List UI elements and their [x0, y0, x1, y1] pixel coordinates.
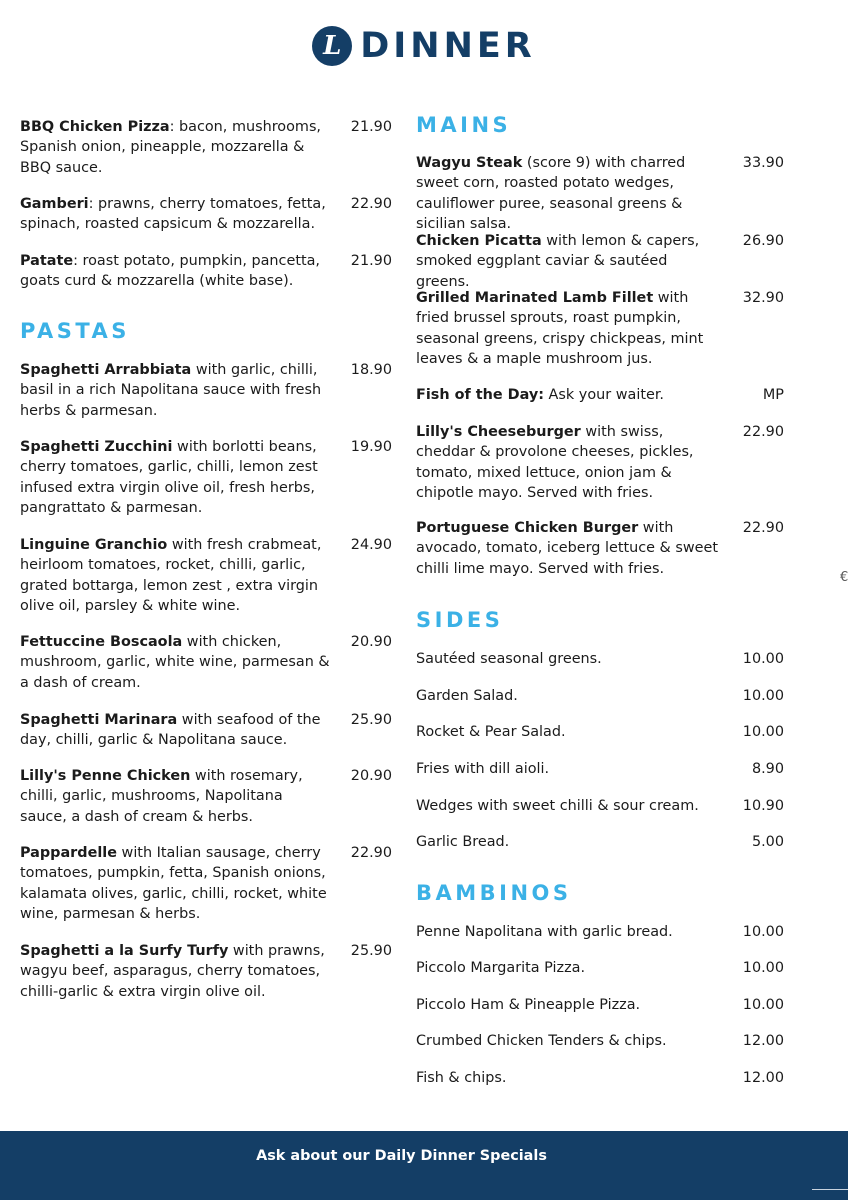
menu-item [20, 194, 392, 235]
item-price: MP [762, 387, 784, 403]
item-name: Grilled Marinated Lamb Fillet [416, 290, 654, 306]
menu-item [416, 1031, 784, 1051]
menu-item [20, 766, 392, 827]
item-name: Lilly's Penne Chicken [20, 768, 191, 784]
item-description [20, 632, 330, 693]
item-name: Wagyu Steak [416, 155, 523, 171]
item-name: Patate [20, 253, 74, 269]
item-description [20, 437, 330, 518]
item-detail: : roast potato, pumpkin, pancetta, goats curd & mozzarella (white base). [20, 253, 320, 290]
item-description [20, 194, 330, 235]
item-name: Spaghetti Marinara [20, 712, 178, 728]
menu-item [20, 360, 392, 421]
item-detail: (score 9) with charred sweet corn, roasted potato wedges, cauliflower puree, seasonal greens & sicilian salsa. [416, 155, 686, 232]
menu-item [416, 1068, 784, 1088]
menu-item [20, 710, 392, 751]
menu-item [416, 288, 784, 369]
item-name: Fettuccine Boscaola [20, 634, 183, 650]
menu-item [416, 518, 784, 579]
item-description [20, 535, 330, 616]
menu-item [20, 535, 392, 616]
item-description [416, 385, 720, 405]
edge-glyph: € [840, 570, 848, 585]
section-title-bambinos: BAMBINOS [416, 881, 572, 905]
item-description: Crumbed Chicken Tenders & chips. [416, 1033, 667, 1049]
menu-header [0, 26, 848, 72]
item-price: 19.90 [350, 439, 392, 455]
item-price: 24.90 [350, 537, 392, 553]
item-detail: with prawns, wagyu beef, asparagus, cherry tomatoes, chilli-garlic & extra virgin olive oil. [20, 943, 325, 1000]
item-detail: with swiss, cheddar & provolone cheeses, pickles, tomato, mixed lettuce, onion jam & chipotle mayo. Served with fries. [416, 424, 694, 501]
item-detail: : prawns, cherry tomatoes, fetta, spinach, roasted capsicum & mozzarella. [20, 196, 326, 233]
item-price: 25.90 [350, 712, 392, 728]
item-price: 25.90 [350, 943, 392, 959]
item-name: Gamberi [20, 196, 89, 212]
item-price: 5.00 [751, 834, 784, 850]
item-description: Sautéed seasonal greens. [416, 651, 602, 667]
item-description [416, 288, 720, 369]
menu-item [20, 251, 392, 292]
item-detail: with fried brussel sprouts, roast pumpkin, seasonal greens, crispy chickpeas, mint leaves & a maple mushroom jus. [416, 290, 704, 367]
item-price: 8.90 [751, 761, 784, 777]
menu-item [416, 922, 784, 942]
item-description: Garden Salad. [416, 688, 518, 704]
item-price: 21.90 [350, 253, 392, 269]
item-description [416, 422, 720, 503]
item-price: 21.90 [350, 119, 392, 135]
item-detail: with lemon & capers, smoked eggplant caviar & sautéed greens. [416, 233, 700, 290]
item-description [20, 117, 330, 178]
item-description [20, 360, 330, 421]
footer-banner [0, 1131, 848, 1200]
item-description [416, 518, 720, 579]
item-description [416, 153, 720, 234]
item-description: Piccolo Ham & Pineapple Pizza. [416, 997, 641, 1013]
item-price: 18.90 [350, 362, 392, 378]
item-detail: : bacon, mushrooms, Spanish onion, pineapple, mozzarella & BBQ sauce. [20, 119, 322, 176]
item-detail: with seafood of the day, chilli, garlic & Napolitana sauce. [20, 712, 321, 749]
item-name: Pappardelle [20, 845, 117, 861]
menu-item [416, 153, 784, 234]
menu-item [20, 632, 392, 693]
footer-text: Ask about our Daily Dinner Specials [256, 1148, 547, 1164]
item-name: Spaghetti Arrabbiata [20, 362, 192, 378]
item-detail: Ask your waiter. [543, 387, 664, 403]
item-name: Spaghetti a la Surfy Turfy [20, 943, 229, 959]
item-price: 12.00 [742, 1070, 784, 1086]
item-name: Lilly's Cheeseburger [416, 424, 581, 440]
item-description: Garlic Bread. [416, 834, 510, 850]
menu-item [416, 796, 784, 816]
item-name: Chicken Picatta [416, 233, 542, 249]
item-name: BBQ Chicken Pizza [20, 119, 170, 135]
menu-item [416, 958, 784, 978]
item-price: 22.90 [742, 424, 784, 440]
page-title: DINNER [360, 26, 536, 66]
menu-item [416, 995, 784, 1015]
item-description [20, 710, 330, 751]
menu-item [20, 117, 392, 178]
item-description [20, 251, 330, 292]
footer-divider [812, 1189, 848, 1190]
section-title-mains: MAINS [416, 113, 512, 137]
item-detail: with fresh crabmeat, heirloom tomatoes, rocket, chilli, garlic, grated bottarga, lemon zest , extra virgin olive oil, parsley & white wine. [20, 537, 322, 614]
restaurant-logo: L [312, 26, 352, 66]
item-name: Spaghetti Zucchini [20, 439, 173, 455]
item-detail: with chicken, mushroom, garlic, white wine, parmesan & a dash of cream. [20, 634, 330, 691]
item-price: 33.90 [742, 155, 784, 171]
section-title-sides: SIDES [416, 608, 504, 632]
item-price: 20.90 [350, 768, 392, 784]
item-description: Fries with dill aioli. [416, 761, 550, 777]
item-description: Penne Napolitana with garlic bread. [416, 924, 673, 940]
item-description: Piccolo Margarita Pizza. [416, 960, 586, 976]
menu-item [416, 722, 784, 742]
menu-item [20, 437, 392, 518]
item-price: 22.90 [742, 520, 784, 536]
item-description [20, 766, 330, 827]
section-title-pastas: PASTAS [20, 319, 130, 343]
item-price: 10.00 [742, 924, 784, 940]
item-price: 12.00 [742, 1033, 784, 1049]
item-description: Fish & chips. [416, 1070, 507, 1086]
menu-item [416, 231, 784, 292]
menu-item [416, 832, 784, 852]
menu-item [416, 649, 784, 669]
header-inner [312, 26, 536, 66]
item-price: 10.00 [742, 651, 784, 667]
item-price: 26.90 [742, 233, 784, 249]
menu-item [416, 759, 784, 779]
item-price: 10.00 [742, 688, 784, 704]
menu-item [416, 422, 784, 503]
item-name: Portuguese Chicken Burger [416, 520, 639, 536]
item-name: Linguine Granchio [20, 537, 168, 553]
item-description: Wedges with sweet chilli & sour cream. [416, 798, 699, 814]
item-price: 10.00 [742, 997, 784, 1013]
item-price: 10.00 [742, 960, 784, 976]
item-price: 22.90 [350, 845, 392, 861]
menu-item [416, 385, 784, 405]
item-description: Rocket & Pear Salad. [416, 724, 566, 740]
menu-item [20, 843, 392, 924]
item-price: 10.90 [742, 798, 784, 814]
menu-item [20, 941, 392, 1002]
item-description [416, 231, 720, 292]
item-price: 22.90 [350, 196, 392, 212]
item-detail: with borlotti beans, cherry tomatoes, garlic, chilli, lemon zest infused extra virgin olive oil, fresh herbs, pangrattato & parmesan. [20, 439, 318, 516]
item-description [20, 843, 330, 924]
menu-item [416, 686, 784, 706]
item-detail: with garlic, chilli, basil in a rich Napolitana sauce with fresh herbs & parmesan. [20, 362, 322, 419]
item-detail: with Italian sausage, cherry tomatoes, pumpkin, fetta, Spanish onions, kalamata olives, garlic, chilli, rocket, white wine, parmesan & herbs. [20, 845, 327, 922]
item-detail: with rosemary, chilli, garlic, mushrooms, Napolitana sauce, a dash of cream & herbs. [20, 768, 303, 825]
item-price: 20.90 [350, 634, 392, 650]
item-description [20, 941, 330, 1002]
item-price: 10.00 [742, 724, 784, 740]
item-detail: with avocado, tomato, iceberg lettuce & sweet chilli lime mayo. Served with fries. [416, 520, 718, 577]
item-name: Fish of the Day: [416, 387, 544, 403]
item-price: 32.90 [742, 290, 784, 306]
